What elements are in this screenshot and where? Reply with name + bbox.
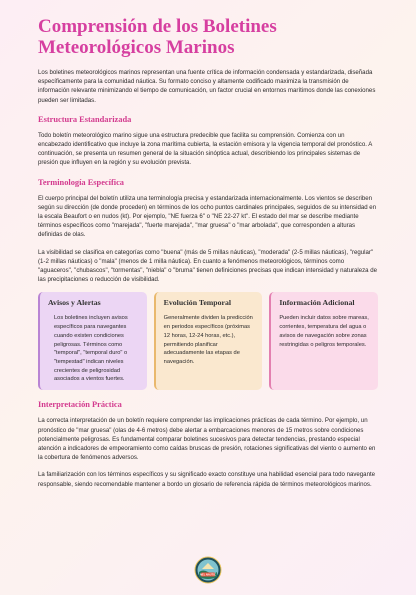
- section-heading-terminology: Terminología Específica: [38, 177, 124, 187]
- card-temporal: [154, 292, 263, 390]
- page-title: Comprensión de los Boletines Meteorológicos Marinos: [38, 16, 277, 58]
- card-title: Información Adicional: [279, 298, 355, 308]
- nautical-badge-icon: [194, 556, 222, 584]
- card-title: Evolución Temporal: [163, 298, 232, 308]
- info-cards: [38, 292, 378, 390]
- card-title: Avisos y Alertas: [48, 298, 101, 308]
- card-warnings: [38, 292, 147, 390]
- terminology-paragraph-1: El cuerpo principal del boletín utiliza una terminología precisa y estandarizada internacionalmente. Los vientos se describen según su dirección (de donde proceden) en términos de los ocho puntos cardinales principales, seguidos de su intensidad en la escala Beaufort o en nudos (kt). Por ejemplo, "NE fuerza 6" o "NE 22-27 kt". El estado del mar se describe mediante términos específicos como "marejada", "fuerte marejada", "mar gruesa" o "mar arbolada", que corresponden a alturas definidas de olas.: [38, 194, 377, 239]
- card-text: Pueden incluir datos sobre mareas, corrientes, temperatura del agua o avisos de navegación sobre zonas restringidas o peligros temporales.: [279, 315, 369, 348]
- terminology-paragraph-2: La visibilidad se clasifica en categorías como "buena" (más de 5 millas náuticas), "moderada" (2-5 millas náuticas), "regular" (1-2 millas náuticas) o "mala" (menos de 1 milla náutica). En cuanto a fenómenos meteorológicos, términos como "aguaceros", "chubascos", "tormentas", "niebla" o "bruma" tienen definiciones precisas que indican intensidad y naturaleza de las precipitaciones o reducción de visibilidad.: [38, 248, 378, 284]
- intro-paragraph: Los boletines meteorológicos marinos representan una fuente crítica de información condensada y estandarizada, diseñada específicamente para la comunidad náutica. Su formato conciso y altamente codificado maximiza la transmisión de información relevante minimizando el tiempo de comunicación, un factor crucial en entornos marítimos donde las conexiones pueden ser limitadas.: [38, 69, 376, 104]
- section-heading-structure: Estructura Estandarizada: [38, 114, 132, 124]
- practice-paragraph-1: La correcta interpretación de un boletín requiere comprender las implicaciones prácticas de cada término. Por ejemplo, un pronóstico de "mar gruesa" (olas de 4-6 metros) debe alertar a embarcaciones menores de 15 metros sobre condiciones potencialmente peligrosas. Es fundamental comparar boletines sucesivos para detectar tendencias, prestando especial atención a indicadores de empeoramiento como caídas bruscas de presión, rotaciones significativas del viento o aumento en la cobertura de fenómenos adversos.: [38, 417, 376, 462]
- card-text: Los boletines incluyen avisos específicos para navegantes cuando existen condiciones peligrosas. Términos como "temporal", "temporal duro" o "tempestad" indican niveles crecientes de peligrosidad asociados a vientos fuertes.: [54, 315, 128, 383]
- practice-paragraph-2: La familiarización con los términos específicos y su significado exacto constituye una habilidad esencial para todo navegante responsable, siendo recomendable mantener a bordo un glosario de referencia rápida de términos meteorológicos marinos.: [38, 471, 376, 488]
- structure-paragraph: Todo boletín meteorológico marino sigue una estructura predecible que facilita su comprensión. Comienza con un encabezado identificativo que incluye la zona marítima cubierta, la estación emisora y la vigencia temporal del pronóstico. A continuación, se presenta un resumen general de la situación sinóptica actual, describiendo los principales sistemas de presión que influyen en la región y su evolución prevista.: [38, 131, 372, 167]
- logo-text: NEL NAUTIC: [200, 573, 216, 577]
- card-additional: [269, 292, 378, 390]
- card-text: Generalmente dividen la predicción en periodos específicos (próximas 12 horas, 12-24 horas, etc.), permitiendo planificar adecuadamente las etapas de navegación.: [163, 315, 253, 365]
- section-heading-practice: Interpretación Práctica: [38, 400, 122, 410]
